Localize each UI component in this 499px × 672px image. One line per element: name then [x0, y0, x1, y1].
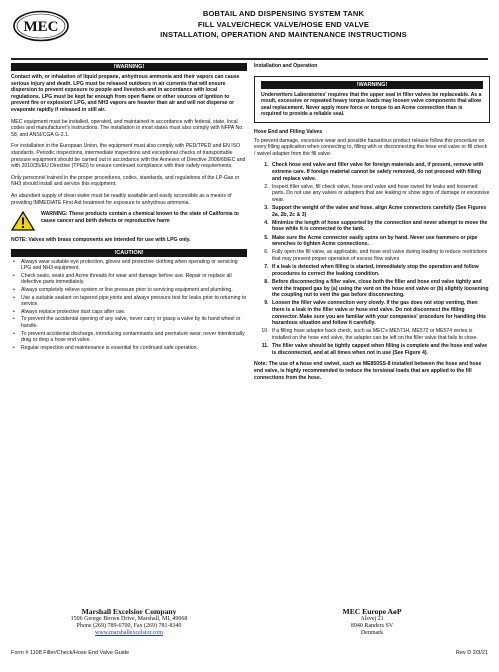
mec-europe-country: Denmark — [360, 630, 384, 637]
caution-item: • Regular inspection and maintenance is essential for continued safe operation. — [21, 345, 247, 352]
caution-item: • To prevent accidental discharge, introducing contaminants and premature wear, never intentionally drag or drop a hose end valve. — [21, 331, 247, 344]
caution-item: • Check seals, seats and Acme threads for wear and damage before use. Repair or replace all defective parts immediately. — [21, 273, 247, 286]
filling-procedure-steps — [254, 162, 490, 356]
trained-personnel-paragraph: Only personnel trained in the proper procedures, codes, standards, and regulations of the LP-Gas or NH3 should install and service this equipment. — [11, 174, 240, 188]
hose-end-section-title: Hose End and Filling Valves — [254, 128, 323, 135]
installation-operation-title: Installation and Operation — [254, 63, 318, 69]
caution-list — [11, 259, 247, 352]
document-title — [78, 9, 489, 41]
warning-bar: !WARNING! — [11, 63, 247, 71]
warning-paragraph: Contact with, or inhalation of liquid propane, anhydrous ammonia and their vapors can cause serious injury and death. LPG must be released outdoors in air currents that will ensure dispersion to prevent exposure to people and livestock and in accordance with local regulations. LPG must be kept far enough from open flame or other sources of ignition to prevent fire or explosion! LPG, and NH3 vapors are heavier than air and will not disperse or evaporate rapidly if released in still air. — [11, 74, 240, 113]
mec-equipment-paragraph: MEC equipment must be installed, operated, and maintained in accordance with federal, state, local codes and manufacturer's instructions. The installation in most states must also comply with NFPA No. 58, and ANSI/CGA G-2.1. — [11, 118, 244, 138]
ul-warning-paragraph: Underwriters Laboratories' requires that the upper seal in filler valves be replaceable. As a result, excessive or repeated heavy torque loads may loosen valve components that allow seal replacement. Never apply more force or torque to an Acme connection than is required to provide a reliable seal. — [261, 91, 482, 118]
procedure-step: 3. Support the weight of the valve and hose, align Acme connectors carefully (See Figures 2a, 2b, 2c & 3) — [270, 205, 490, 218]
marshall-website-link[interactable]: www.marshallexcelsior.com — [95, 630, 163, 637]
caution-item: • Always replace protective dust caps after use. — [21, 309, 247, 316]
mec-europe-city: 8940 Randers SV — [350, 623, 394, 630]
hose-swivel-note: Note: The use of a hose end swivel, such as ME850SS-8 installed between the hose and hose end valve, is highly recommended to reduce the torsional loads that are applied to the fill connections from the hose. — [254, 361, 482, 381]
marshall-street-address: 1506 George Brown Drive, Marshall, MI, 49068 — [70, 616, 188, 622]
title-line-3: INSTALLATION, OPERATION AND MAINTENANCE INSTRUCTIONS — [160, 30, 407, 40]
procedure-step: 11. The filler valve should be tightly capped when filling is complete and the hose end valve is disconnected, and at all times when not in use (See Figure 4). — [270, 343, 490, 356]
caution-bar: !CAUTION! — [11, 249, 247, 257]
procedure-step: 8. Before disconnecting a filler valve, close both the filler and hose end valve tightly and vent the trapped gas by (a) using the vent on the hose end valve or (b) slightly loosening the coupling nut to vent the gas before disconnecting. — [270, 279, 490, 299]
clean-water-paragraph: An abundant supply of clean water must be readily available and easily accessible as a means of providing IMMEDIATE First Aid treatment for exposure to anhydrous ammonia. — [11, 192, 232, 206]
right-column — [254, 63, 490, 386]
prop65-text: WARNING: These products contain a chemical known to the state of California to cause cancer and birth defects or reproductive harm — [41, 211, 239, 224]
warning-bar: !WARNING! — [261, 81, 483, 89]
form-number: Form # 1108 Filler/Check/Hose End Valve Guide — [11, 650, 130, 656]
procedure-step: 7. If a leak is detected when filling is started, immediately stop the operation and follow procedures to correct the leaking condition. — [270, 264, 490, 277]
brass-note: NOTE: Valves with brass components are intended for use with LPG only. — [11, 237, 191, 244]
svg-text:MEC: MEC — [23, 19, 59, 35]
mec-logo — [11, 9, 71, 43]
caution-item: • To prevent the accidental opening of any valve, never carry or grasp a valve by its hand wheel or handle. — [21, 316, 247, 329]
caution-item: • Always wear suitable eye protection, gloves and protective clothing when operating or servicing LPG and NH3 equipment. — [21, 259, 247, 272]
procedure-step: 6. Fully open the fill valve, as applicable, and hose end valve during loading to reduce restrictions that may prevent proper operation of excess flow valves — [270, 249, 490, 262]
caution-item: • Use a suitable sealant on tapered pipe joints and always pressure test for leaks prior to returning to service. — [21, 295, 247, 308]
procedure-step: 10. If a filling hose adaptor back check, such as MEC's ME571H, ME572 or ME574 series is installed on the hose end valve, the adapter can be left on the filler valve that fails to close. — [270, 328, 490, 341]
procedure-step: 9. Loosen the filler valve connection very slowly. If the gas does not stop venting, then there is a leak in the filler valve or hose end valve. Do not disconnect the filling connector. Make sure you are familiar with your companies' procedure for handling this hazardous situation and follow it carefully. — [270, 300, 490, 326]
procedure-step: 5. Make sure the Acme connector easily spins on by hand. Never use hammers or pipe wrenches to tighten Acme connections. — [270, 235, 490, 248]
warning-triangle-icon — [11, 211, 35, 231]
revision-label: Rev D 2/3/21 — [455, 650, 488, 656]
left-column — [11, 63, 247, 352]
eu-installation-paragraph: For installation in the European Union, the equipment must also comply with PED/TPED and EN ISO standards. Periodic inspections, intermediate inspections and exceptional checks of transportable pressure equipment should be carried out in accordance with the Annexes of Directive 2008/68/EC and with 2010/35/EU Directive (TPED) to ensure continued compliance with their safety requirements. — [11, 143, 246, 170]
mec-europe-street: Alsvej 21 — [360, 616, 384, 622]
procedure-step: 4. Minimize the length of hose supported by the connection and never attempt to move the hose while it is connected to the tank. — [270, 220, 490, 233]
caution-item: • Always completely relieve system or line pressure prior to servicing equipment and plumbing. — [21, 287, 247, 294]
mec-europe-address-block — [254, 607, 490, 638]
marshall-address-block — [11, 607, 247, 638]
prop65-warning — [11, 211, 247, 231]
marshall-phone-fax: Phone (269) 789-6700, Fax (269) 781-8340 — [76, 623, 182, 630]
header-rule — [11, 58, 488, 60]
title-line-2: FILL VALVE/CHECK VALVE/HOSE END VALVE — [197, 19, 370, 29]
hose-end-intro: To prevent damage, excessive wear and possible hazardous product release follow this procedure on every filling application when connecting to, filling with or disconnecting the hose end valve or fill check / swivel adapter from the fill valve: — [254, 137, 488, 157]
mec-europe-company-name: MEC Europe AøP — [342, 607, 402, 616]
procedure-step: 2. Inspect filler valve, fill check valve, hose end valve and hose swivel for leaks and loosened parts. Do not use any valves or adapters that are leaking or show signs of damage or excessive wear. — [270, 184, 490, 204]
ul-warning-box — [254, 76, 490, 123]
procedure-step: 1. Check hose end valve and filler valve for foreign materials and, if present, remove with extreme care. If foreign material cannot be safely removed, do not proceed with filling and replace valve. — [270, 162, 490, 182]
title-line-1: BOBTAIL AND DISPENSING SYSTEM TANK — [202, 9, 365, 18]
marshall-company-name: Marshall Excelsior Company — [81, 607, 177, 616]
